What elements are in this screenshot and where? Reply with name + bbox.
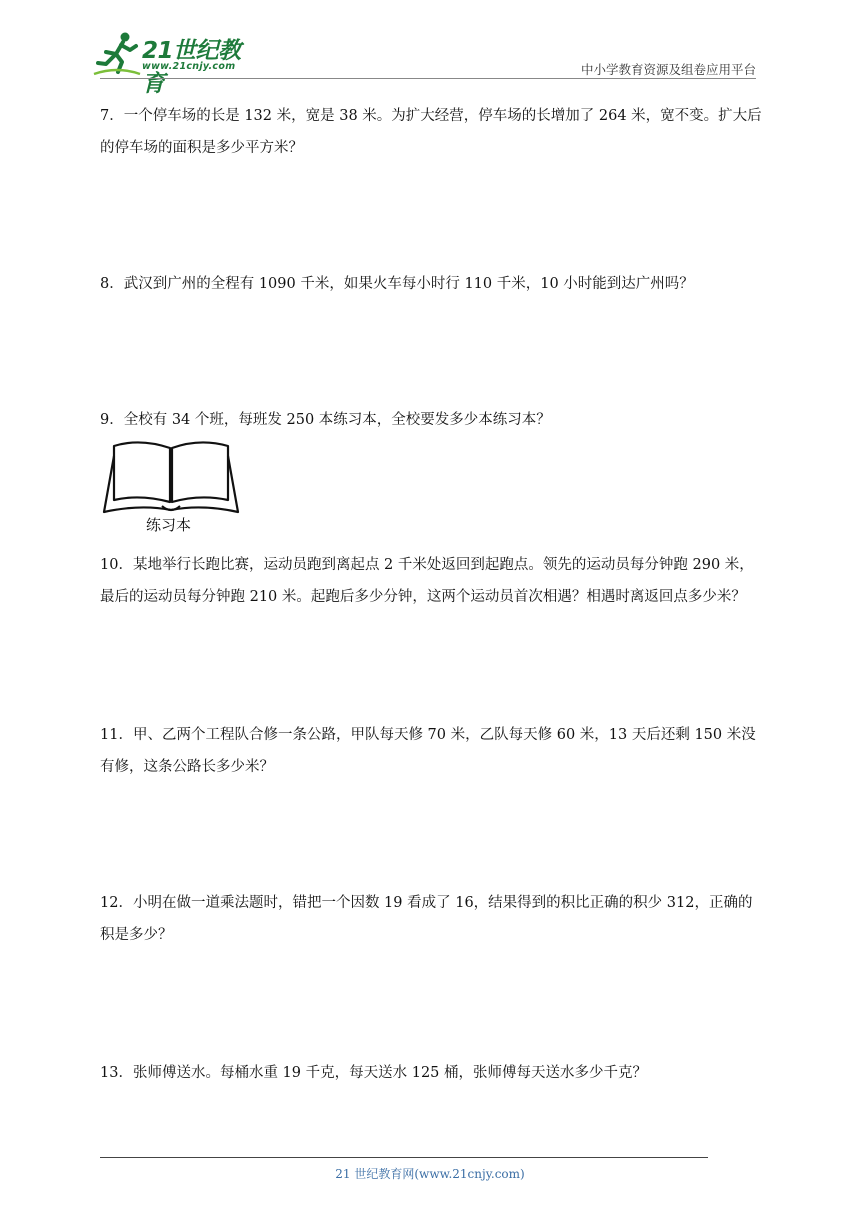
header-platform-text: 中小学教育资源及组卷应用平台	[580, 62, 756, 77]
question-text-line: 13．张师傅送水。每桶水重 19 千克，每天送水 125 桶，张师傅每天送水多少千克？	[100, 1065, 648, 1081]
header-divider	[100, 78, 756, 79]
question-12	[100, 887, 768, 951]
question-text-line: 的停车场的面积是多少平方米？	[100, 140, 303, 156]
question-text-line: 9．全校有 34 个班，每班发 250 本练习本，全校要发多少本练习本？	[100, 412, 551, 428]
page-header	[0, 0, 860, 97]
question-text-line: 有修，这条公路长多少米？	[100, 759, 274, 775]
question-7	[100, 100, 768, 164]
exercise-book-image	[100, 436, 242, 540]
open-book-icon	[100, 436, 242, 516]
runner-icon	[92, 30, 142, 78]
site-logo[interactable]	[92, 30, 262, 97]
question-13	[100, 1057, 768, 1089]
question-11	[100, 719, 768, 783]
question-text-line: 10．某地举行长跑比赛，运动员跑到离起点 2 千米处返回到起跑点。领先的运动员每分钟跑 290 米，	[100, 557, 754, 573]
logo-main-text: 21世纪教育	[142, 38, 241, 97]
book-label: 练习本	[146, 516, 192, 534]
footer-divider	[100, 1157, 708, 1158]
question-8	[100, 268, 768, 300]
question-10	[100, 549, 768, 613]
logo-sub-text: www.21cnjy.com	[142, 61, 236, 72]
question-text-line: 8．武汉到广州的全程有 1090 千米，如果火车每小时行 110 千米，10 小时能到达广州吗？	[100, 276, 694, 292]
question-text-line: 11．甲、乙两个工程队合修一条公路，甲队每天修 70 米，乙队每天修 60 米，13 天后还剩 150 米没	[100, 727, 756, 743]
question-text-line: 积是多少？	[100, 927, 173, 943]
question-9	[100, 404, 768, 436]
question-text-line: 7．一个停车场的长是 132 米，宽是 38 米。为扩大经营，停车场的长增加了 264 米，宽不变。扩大后	[100, 108, 762, 124]
footer-link[interactable]: 21 世纪教育网(www.21cnjy.com)	[335, 1167, 525, 1181]
question-text-line: 最后的运动员每分钟跑 210 米。起跑后多少分钟，这两个运动员首次相遇？相遇时离返回点多少米？	[100, 589, 746, 605]
question-text-line: 12．小明在做一道乘法题时，错把一个因数 19 看成了 16，结果得到的积比正确的积少 312，正确的	[100, 895, 753, 911]
